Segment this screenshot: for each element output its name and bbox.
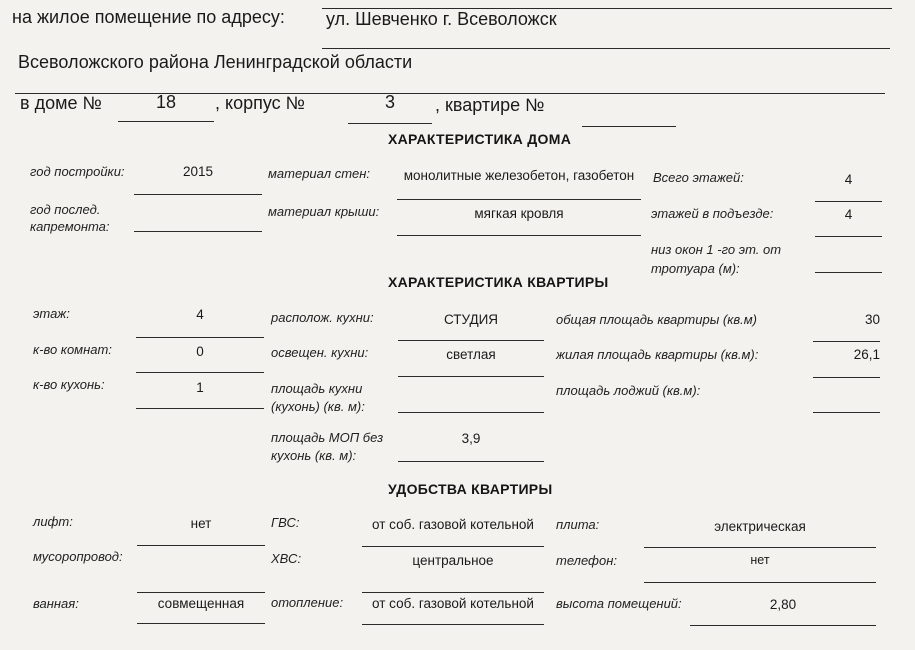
wall-material-value: монолитные железобетон, газобетон — [403, 168, 635, 183]
mop-area-label-2: кухонь (кв. м): — [271, 448, 357, 463]
house-number-label: в доме № — [20, 93, 102, 113]
heating-label: отопление: — [271, 595, 344, 610]
window-height-label-2: тротуара (м): — [651, 261, 740, 276]
stove-label: плита: — [556, 517, 600, 532]
hot-water-value: от соб. газовой котельной — [372, 517, 534, 532]
roof-material-value: мягкая кровля — [474, 206, 564, 221]
kitchen-location-value: СТУДИЯ — [443, 312, 499, 327]
total-area-label: общая площадь квартиры (кв.м) — [556, 312, 757, 327]
house-section-title: ХАРАКТЕРИСТИКА ДОМА — [388, 131, 572, 147]
address-line-2: Всеволожского района Ленинградской области — [18, 52, 413, 72]
phone-label: телефон: — [556, 553, 618, 568]
apartment-section-title: ХАРАКТЕРИСТИКА КВАРТИРЫ — [388, 274, 609, 290]
heating-value: от соб. газовой котельной — [372, 596, 534, 611]
build-year-label: год постройки: — [30, 164, 125, 179]
korpus-label: , корпус № — [215, 93, 305, 113]
rooms-label: к-во комнат: — [33, 342, 112, 357]
garbage-chute-label: мусоропровод: — [33, 549, 123, 564]
mop-area-value: 3,9 — [461, 431, 481, 446]
build-year-value: 2015 — [182, 164, 214, 179]
total-floors-value: 4 — [844, 172, 853, 187]
kitchen-light-value: светлая — [446, 347, 496, 362]
hot-water-label: ГВС: — [271, 515, 300, 530]
kitchens-label: к-во кухонь: — [33, 377, 105, 392]
korpus-value: 3 — [384, 92, 395, 112]
entrance-floors-label: этажей в подъезде: — [651, 206, 774, 221]
bathroom-label: ванная: — [33, 596, 79, 611]
amenities-section-title: УДОБСТВА КВАРТИРЫ — [388, 481, 553, 497]
total-floors-label: Всего этажей: — [653, 170, 744, 185]
elevator-value: нет — [190, 516, 212, 531]
renovation-label-1: год послед. — [30, 202, 101, 217]
window-height-label-1: низ окон 1 -го эт. от — [651, 242, 782, 257]
floor-label: этаж: — [33, 306, 70, 321]
kitchen-location-label: располож. кухни: — [271, 310, 374, 325]
ceiling-height-value: 2,80 — [769, 597, 797, 612]
elevator-label: лифт: — [33, 514, 73, 529]
kitchens-value: 1 — [196, 380, 204, 395]
entrance-floors-value: 4 — [844, 207, 853, 222]
ceiling-height-label: высота помещений: — [556, 596, 682, 611]
kitchen-light-label: освещен. кухни: — [271, 345, 369, 360]
floor-value: 4 — [196, 307, 204, 322]
apartment-label: , квартире № — [435, 95, 545, 115]
stove-value: электрическая — [714, 519, 806, 534]
mop-area-label-1: площадь МОП без — [271, 430, 384, 445]
total-area-value: 30 — [864, 312, 880, 327]
living-area-label: жилая площадь квартиры (кв.м): — [556, 347, 759, 362]
wall-material-label: материал стен: — [268, 166, 371, 181]
renovation-label-2: капремонта: — [30, 219, 110, 234]
address-label: на жилое помещение по адресу: — [12, 7, 285, 27]
living-area-value: 26,1 — [853, 347, 880, 362]
house-number-value: 18 — [155, 92, 177, 112]
cold-water-value: центральное — [412, 553, 494, 568]
rooms-value: 0 — [196, 344, 204, 359]
phone-value: нет — [750, 553, 770, 567]
kitchen-area-label-1: площадь кухни — [271, 381, 363, 396]
cold-water-label: ХВС: — [271, 551, 302, 566]
roof-material-label: материал крыши: — [268, 204, 380, 219]
address-value: ул. Шевченко г. Всеволожск — [326, 9, 557, 29]
kitchen-area-label-2: (кухонь) (кв. м): — [271, 399, 365, 414]
loggia-area-label: площадь лоджий (кв.м): — [556, 383, 701, 398]
bathroom-value: совмещенная — [157, 596, 245, 611]
